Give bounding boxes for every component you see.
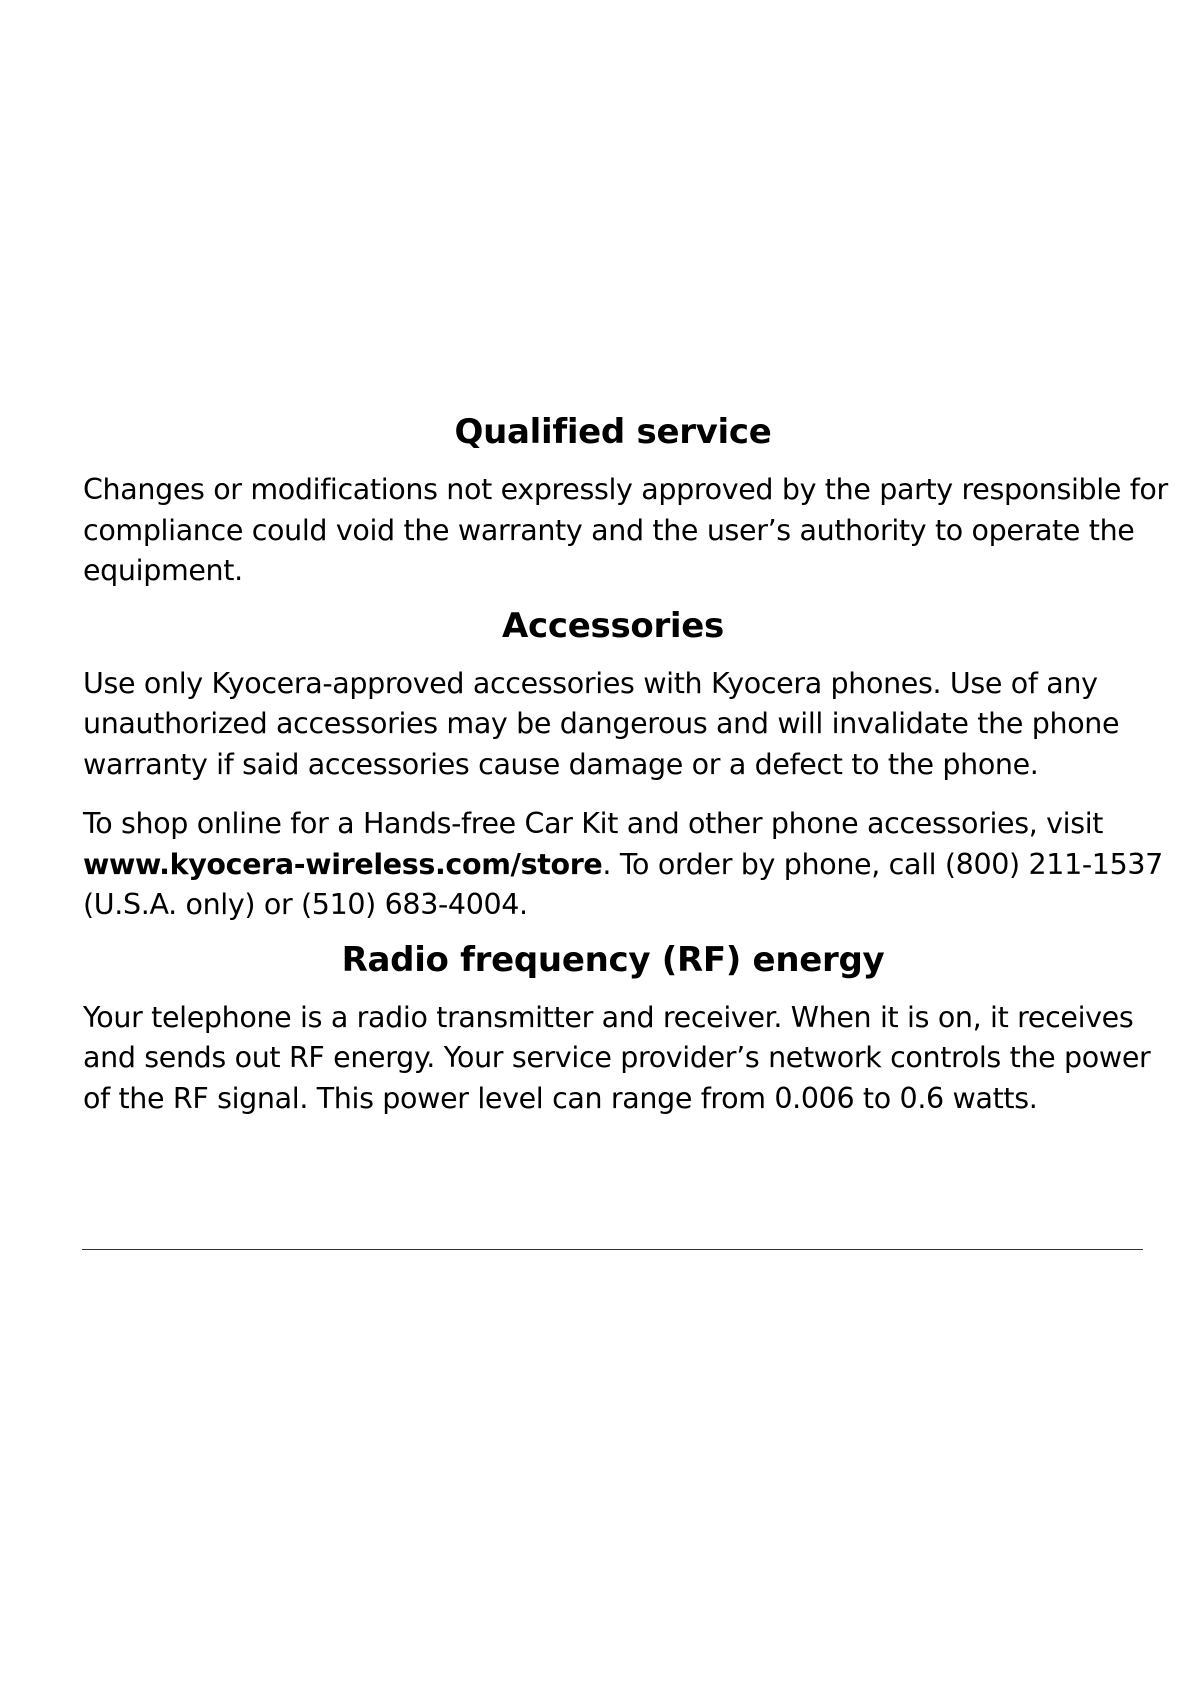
heading-accessories: Accessories — [502, 605, 724, 646]
heading-qualified-service: Qualified service — [454, 412, 772, 452]
order-phone-text: . To order by phone, call (800) 211-1537 — [602, 847, 1163, 881]
text-line: unauthorized accessories may be dangerous and will invalidate the phone — [83, 707, 1120, 740]
document-page — [83, 408, 1168, 1119]
text-line: (U.S.A. only) or (510) 683-4004. — [83, 888, 528, 921]
footer-divider — [82, 1249, 1143, 1250]
text-line — [83, 845, 1163, 886]
text-line: Use only Kyocera-approved accessories with Kyocera phones. Use of any — [83, 666, 1098, 700]
heading-rf-energy: Radio frequency (RF) energy — [341, 939, 885, 980]
accessories-paragraph-1 — [83, 664, 1143, 786]
text-line: of the RF signal. This power level can range from 0.006 to 0.6 watts. — [83, 1081, 1038, 1115]
accessories-paragraph-2 — [83, 804, 1163, 926]
text-line: and sends out RF energy. Your service provider’s network controls the power — [83, 1041, 1151, 1074]
qualified-service-paragraph — [83, 470, 1168, 592]
text-line: To shop online for a Hands-free Car Kit and other phone accessories, visit — [83, 807, 1104, 840]
text-line: warranty if said accessories cause damage or a defect to the phone. — [83, 747, 1039, 781]
text-line: equipment. — [83, 554, 243, 587]
text-line: Changes or modifications not expressly approved by the party responsible for — [83, 473, 1168, 506]
text-line: Your telephone is a radio transmitter and receiver. When it is on, it receives — [83, 1000, 1134, 1034]
store-url-link[interactable]: www.kyocera-wireless.com/store — [83, 847, 603, 881]
text-line: compliance could void the warranty and the user’s authority to operate the — [83, 513, 1135, 547]
rf-energy-paragraph — [83, 998, 1151, 1120]
